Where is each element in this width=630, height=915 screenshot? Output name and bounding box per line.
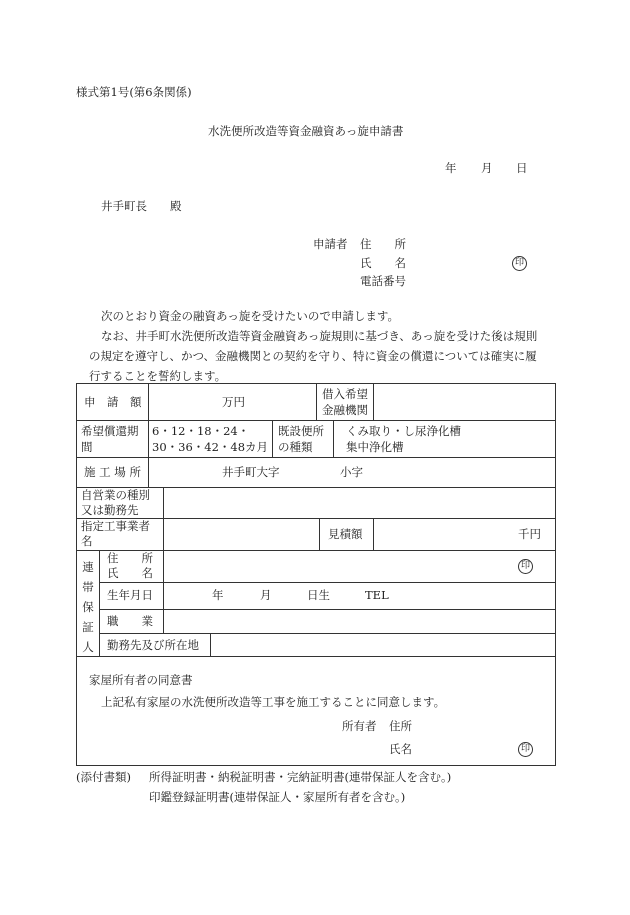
col-divider	[316, 383, 317, 420]
statement-line-1: 次のとおり資金の融資あっ旋を受けたいので申請します。	[101, 309, 399, 323]
col-divider	[148, 383, 149, 420]
term-label: 希望償還期	[81, 424, 139, 438]
row-divider	[76, 656, 556, 657]
owner-name-label: 氏名	[389, 742, 412, 756]
col-divider	[333, 420, 334, 457]
row-divider	[99, 582, 556, 583]
addressee: 井手町長 殿	[101, 199, 182, 213]
document-title: 水洗便所改造等資金融資あっ旋申請書	[208, 124, 404, 138]
toilet-type-label: の種類	[278, 440, 313, 454]
owner-label: 所有者	[342, 719, 377, 733]
col-divider	[148, 457, 149, 487]
business-label: 自営業の種別	[81, 488, 150, 502]
guarantor-address-label: 住 所	[107, 551, 153, 565]
birth-year-label: 年	[212, 588, 224, 602]
date-month-label: 月	[481, 161, 493, 175]
attachments-line-2: 印鑑登録証明書(連帯保証人・家屋所有者を含む。)	[149, 790, 406, 804]
term-options: 30・36・42・48カ月	[152, 440, 269, 454]
col-divider	[163, 550, 164, 633]
birth-day-label: 日生	[307, 588, 330, 602]
col-divider	[148, 420, 149, 457]
applicant-seal-mark: 印	[512, 256, 527, 271]
col-divider	[373, 383, 374, 420]
col-divider	[163, 487, 164, 518]
applicant-phone-label: 電話番号	[360, 274, 406, 288]
contractor-label: 指定工事業者	[81, 519, 150, 533]
statement-line-4: 行することを誓約します。	[89, 369, 227, 383]
lender-label: 借入希望	[322, 387, 368, 401]
amount-label: 申 請 額	[84, 395, 142, 409]
guarantor-label: 連 帯 保 証 人	[82, 560, 94, 654]
estimate-unit: 千円	[518, 527, 541, 541]
lender-label: 金融機関	[322, 403, 368, 417]
col-divider	[319, 518, 320, 550]
site-subarea: 小字	[340, 465, 363, 479]
birth-label: 生年月日	[107, 588, 153, 602]
row-divider	[99, 633, 556, 634]
term-label: 間	[81, 440, 93, 454]
statement-line-3: の規定を遵守し、かつ、金融機関との契約を守り、特に資金の償還については確実に履	[89, 349, 537, 363]
statement-line-2: なお、井手町水洗便所改造等資金融資あっ旋規則に基づき、あっ旋を受けた後は規則	[101, 329, 538, 343]
guarantor-name-label: 氏 名	[107, 566, 153, 580]
guarantor-seal-mark: 印	[518, 559, 533, 574]
estimate-label: 見積額	[328, 527, 363, 541]
toilet-option: くみ取り・し尿浄化槽	[346, 424, 461, 438]
form-number: 様式第1号(第6条関係)	[76, 85, 192, 99]
term-options: 6・12・18・24・	[152, 424, 250, 438]
attachments-label: (添付書類)	[76, 770, 131, 784]
owner-address-label: 住所	[389, 719, 412, 733]
col-divider	[99, 550, 100, 656]
contractor-label: 名	[81, 534, 93, 548]
toilet-type-label: 既設便所	[278, 424, 324, 438]
toilet-option: 集中浄化槽	[346, 440, 404, 454]
col-divider	[163, 518, 164, 550]
consent-text: 上記私有家屋の水洗便所改造等工事を施工することに同意します。	[101, 695, 446, 709]
applicant-address-label: 住 所	[360, 237, 406, 251]
business-label: 又は勤務先	[81, 503, 139, 517]
consent-title: 家屋所有者の同意書	[89, 673, 193, 687]
site-label: 施 工 場 所	[84, 465, 141, 479]
attachments-line-1: 所得証明書・納税証明書・完納証明書(連帯保証人を含む。)	[149, 770, 452, 784]
workplace-label: 勤務先及び所在地	[107, 638, 199, 652]
job-label: 職 業	[107, 614, 153, 628]
applicant-label: 申請者	[313, 237, 348, 251]
col-divider	[210, 633, 211, 656]
col-divider	[373, 518, 374, 550]
row-divider	[99, 609, 556, 610]
birth-month-label: 月	[260, 588, 272, 602]
site-town: 井手町大字	[222, 465, 280, 479]
owner-seal-mark: 印	[518, 742, 533, 757]
applicant-name-label: 氏 名	[360, 256, 406, 270]
col-divider	[272, 420, 273, 457]
tel-label: TEL	[365, 588, 389, 602]
date-day-label: 日	[516, 161, 528, 175]
date-year-label: 年	[445, 161, 457, 175]
amount-unit: 万円	[222, 395, 245, 409]
